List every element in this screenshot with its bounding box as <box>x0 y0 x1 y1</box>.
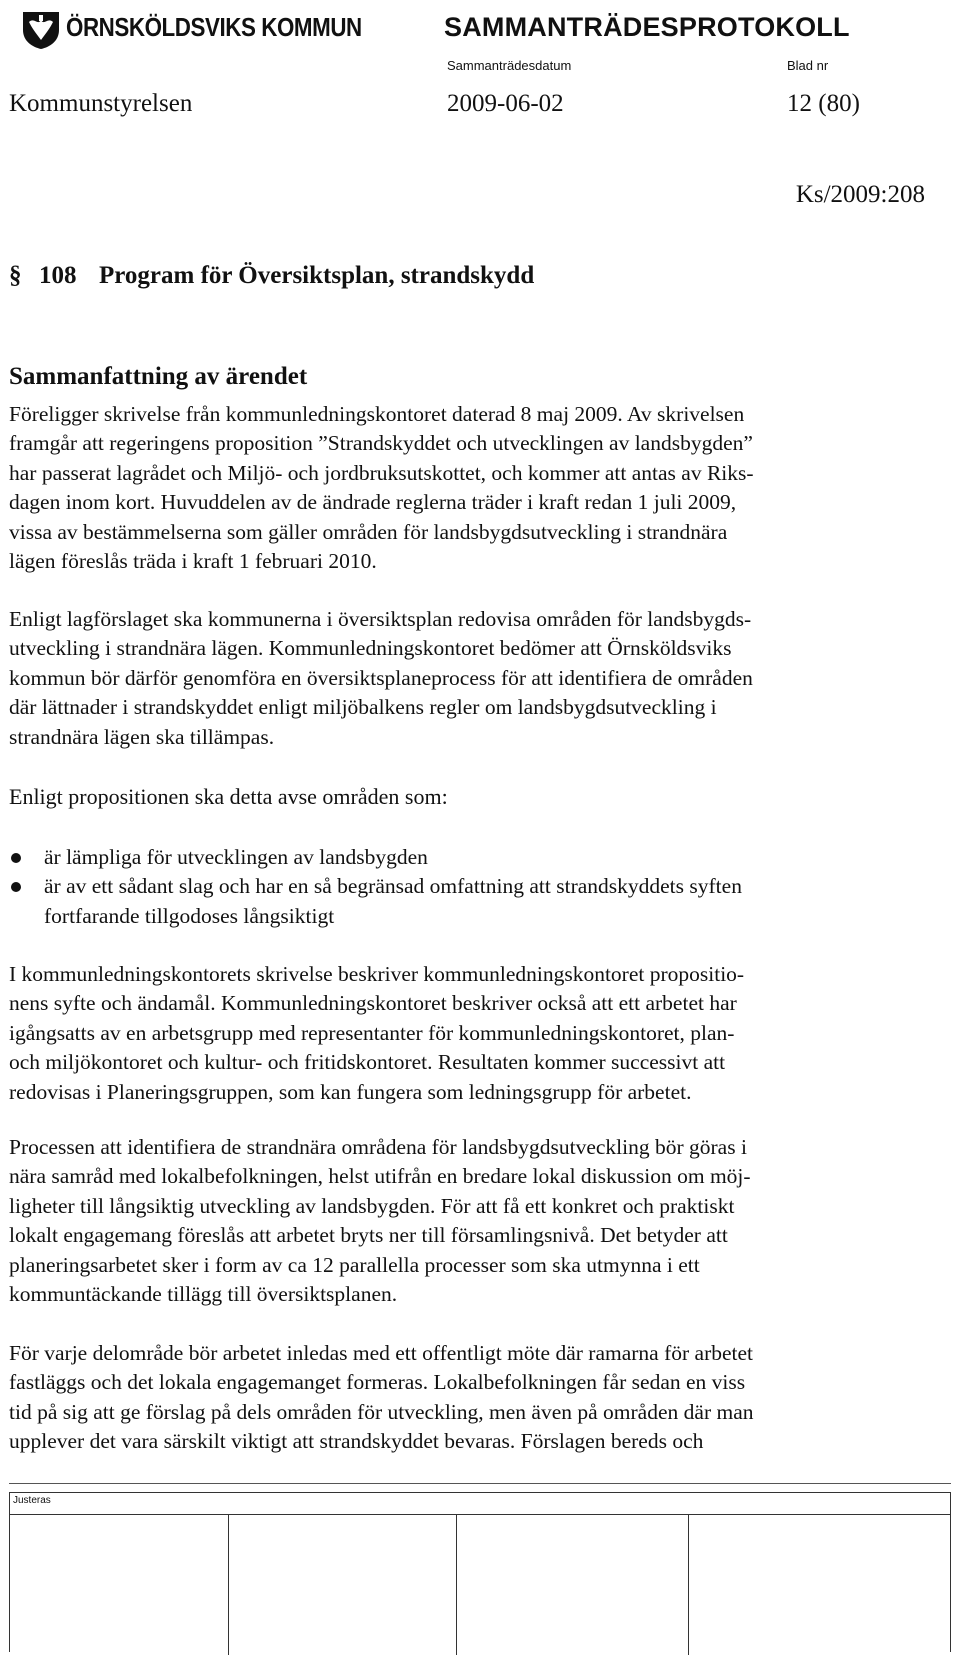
paragraph-line: lokalt engagemang föreslås att arbetet bryts ner till församlingsnivå. Det betyder att <box>9 1223 728 1248</box>
paragraph-line: I kommunledningskontorets skrivelse beskriver kommunledningskontoret propositio- <box>9 962 745 986</box>
section-number: 108 <box>39 262 77 289</box>
paragraph-line: och miljökontoret och kultur- och fritidskontoret. Resultaten kommer successivt att <box>9 1050 726 1075</box>
paragraph-3: Enligt propositionen ska detta avse områden som: <box>9 784 448 809</box>
paragraph-line: tid på sig att ge förslag på dels områden för utveckling, men även på områden där man <box>9 1399 754 1424</box>
paragraph-6 <box>9 1339 949 1457</box>
meeting-date-label: Sammanträdesdatum <box>447 58 572 73</box>
signature-box <box>688 1515 950 1655</box>
summary-heading: Sammanfattning av ärendet <box>9 363 308 390</box>
paragraph-line: där lättnader i strandskyddet enligt miljöbalkens regler om landsbygdsutveckling i <box>9 695 717 720</box>
paragraph-4 <box>9 960 949 1107</box>
signature-label: Justeras <box>13 1495 51 1506</box>
signature-box <box>456 1515 689 1655</box>
paragraph-line: Enligt lagförslaget ska kommunerna i översiktsplan redovisa områden för landsbygds- <box>9 607 752 631</box>
section-title-text: Program för Översiktsplan, strandskydd <box>99 262 535 289</box>
paragraph-line: lägen föreslås träda i kraft 1 februari 2010. <box>9 549 377 574</box>
bullet-list <box>0 843 950 931</box>
paragraph-line: Processen att identifiera de strandnära områdena för landsbygdsutveckling bör göras i <box>9 1135 747 1159</box>
paragraph-line: För varje delområde bör arbetet inledas med ett offentligt möte där ramarna för arbetet <box>9 1341 754 1365</box>
paragraph-line: igångsatts av en arbetsgrupp med representanter för kommunledningskontoret, plan- <box>9 1020 735 1045</box>
meeting-date: 2009-06-02 <box>447 90 564 117</box>
section-symbol: § <box>9 262 22 289</box>
paragraph-line: fastläggs och det lokala engagemanget formeras. Lokalbefolkningen får sedan en viss <box>9 1370 746 1395</box>
paragraph-line: har passerat lagrådet och Miljö- och jordbruksutskottet, och kommer att antas av Riks- <box>9 460 754 485</box>
signature-row <box>10 1514 950 1655</box>
bullet-icon <box>11 853 21 863</box>
paragraph-line: framgår att regeringens proposition ”Strandskyddet och utvecklingen av landsbygden” <box>9 431 753 456</box>
signature-box <box>10 1515 229 1655</box>
page-number: 12 (80) <box>787 90 860 117</box>
paragraph-line: strandnära lägen ska tillämpas. <box>9 724 275 749</box>
paragraph-1 <box>9 400 949 576</box>
bullet-icon <box>11 882 21 892</box>
case-number: Ks/2009:208 <box>795 181 925 208</box>
paragraph-2 <box>9 605 949 752</box>
paragraph-line: redovisas i Planeringsgruppen, som kan fungera som ledningsgrupp för arbetet. <box>9 1079 692 1104</box>
list-item-line: är lämpliga för utvecklingen av landsbygden <box>44 845 428 869</box>
paragraph-line: planeringsarbetet sker i form av ca 12 parallella processer som ska utmynna i ett <box>9 1252 700 1277</box>
paragraph-line: nära samråd med lokalbefolkningen, helst utifrån en bredare lokal diskussion om möj- <box>9 1164 751 1189</box>
municipal-crest-icon <box>20 10 62 50</box>
paragraph-line: ligheter till långsiktig utveckling av landsbygden. För att få ett konkret och praktiskt <box>9 1193 735 1218</box>
list-item <box>0 872 950 931</box>
list-item <box>0 843 950 872</box>
signature-box <box>228 1515 457 1655</box>
list-item-line: är av ett sådant slag och har en så begränsad omfattning att strandskyddets syften <box>44 874 742 899</box>
document-type: SAMMANTRÄDESPROTOKOLL <box>444 12 850 42</box>
paragraph-line: dagen inom kort. Huvuddelen av de ändrade reglerna träder i kraft redan 1 juli 2009, <box>9 490 737 515</box>
list-item-line: fortfarande tillgodoses långsiktigt <box>44 903 335 928</box>
section-title <box>9 262 534 290</box>
page-number-label: Blad nr <box>787 58 829 73</box>
footer-divider <box>9 1483 951 1484</box>
paragraph-5 <box>9 1133 949 1309</box>
paragraph-line: kommuntäckande tillägg till översiktsplanen. <box>9 1282 398 1307</box>
governing-body: Kommunstyrelsen <box>9 90 193 117</box>
paragraph-line: Föreligger skrivelse från kommunledningskontoret daterad 8 maj 2009. Av skrivelsen <box>9 402 745 426</box>
paragraph-line: vissa av bestämmelserna som gäller områden för landsbygdsutveckling i strandnära <box>9 519 728 544</box>
org-name: ÖRNSKÖLDSVIKS KOMMUN <box>66 12 362 42</box>
paragraph-line: upplever det vara särskilt viktigt att strandskyddet bevaras. Förslagen bereds och <box>9 1429 704 1454</box>
paragraph-line: utveckling i strandnära lägen. Kommunledningskontoret bedömer att Örnsköldsviks <box>9 636 732 661</box>
signature-table <box>9 1492 951 1652</box>
paragraph-line: nens syfte och ändamål. Kommunledningskontoret beskriver också att ett arbetet har <box>9 991 737 1016</box>
paragraph-line: kommun bör därför genomföra en översiktsplaneprocess för att identifiera de områden <box>9 665 753 690</box>
